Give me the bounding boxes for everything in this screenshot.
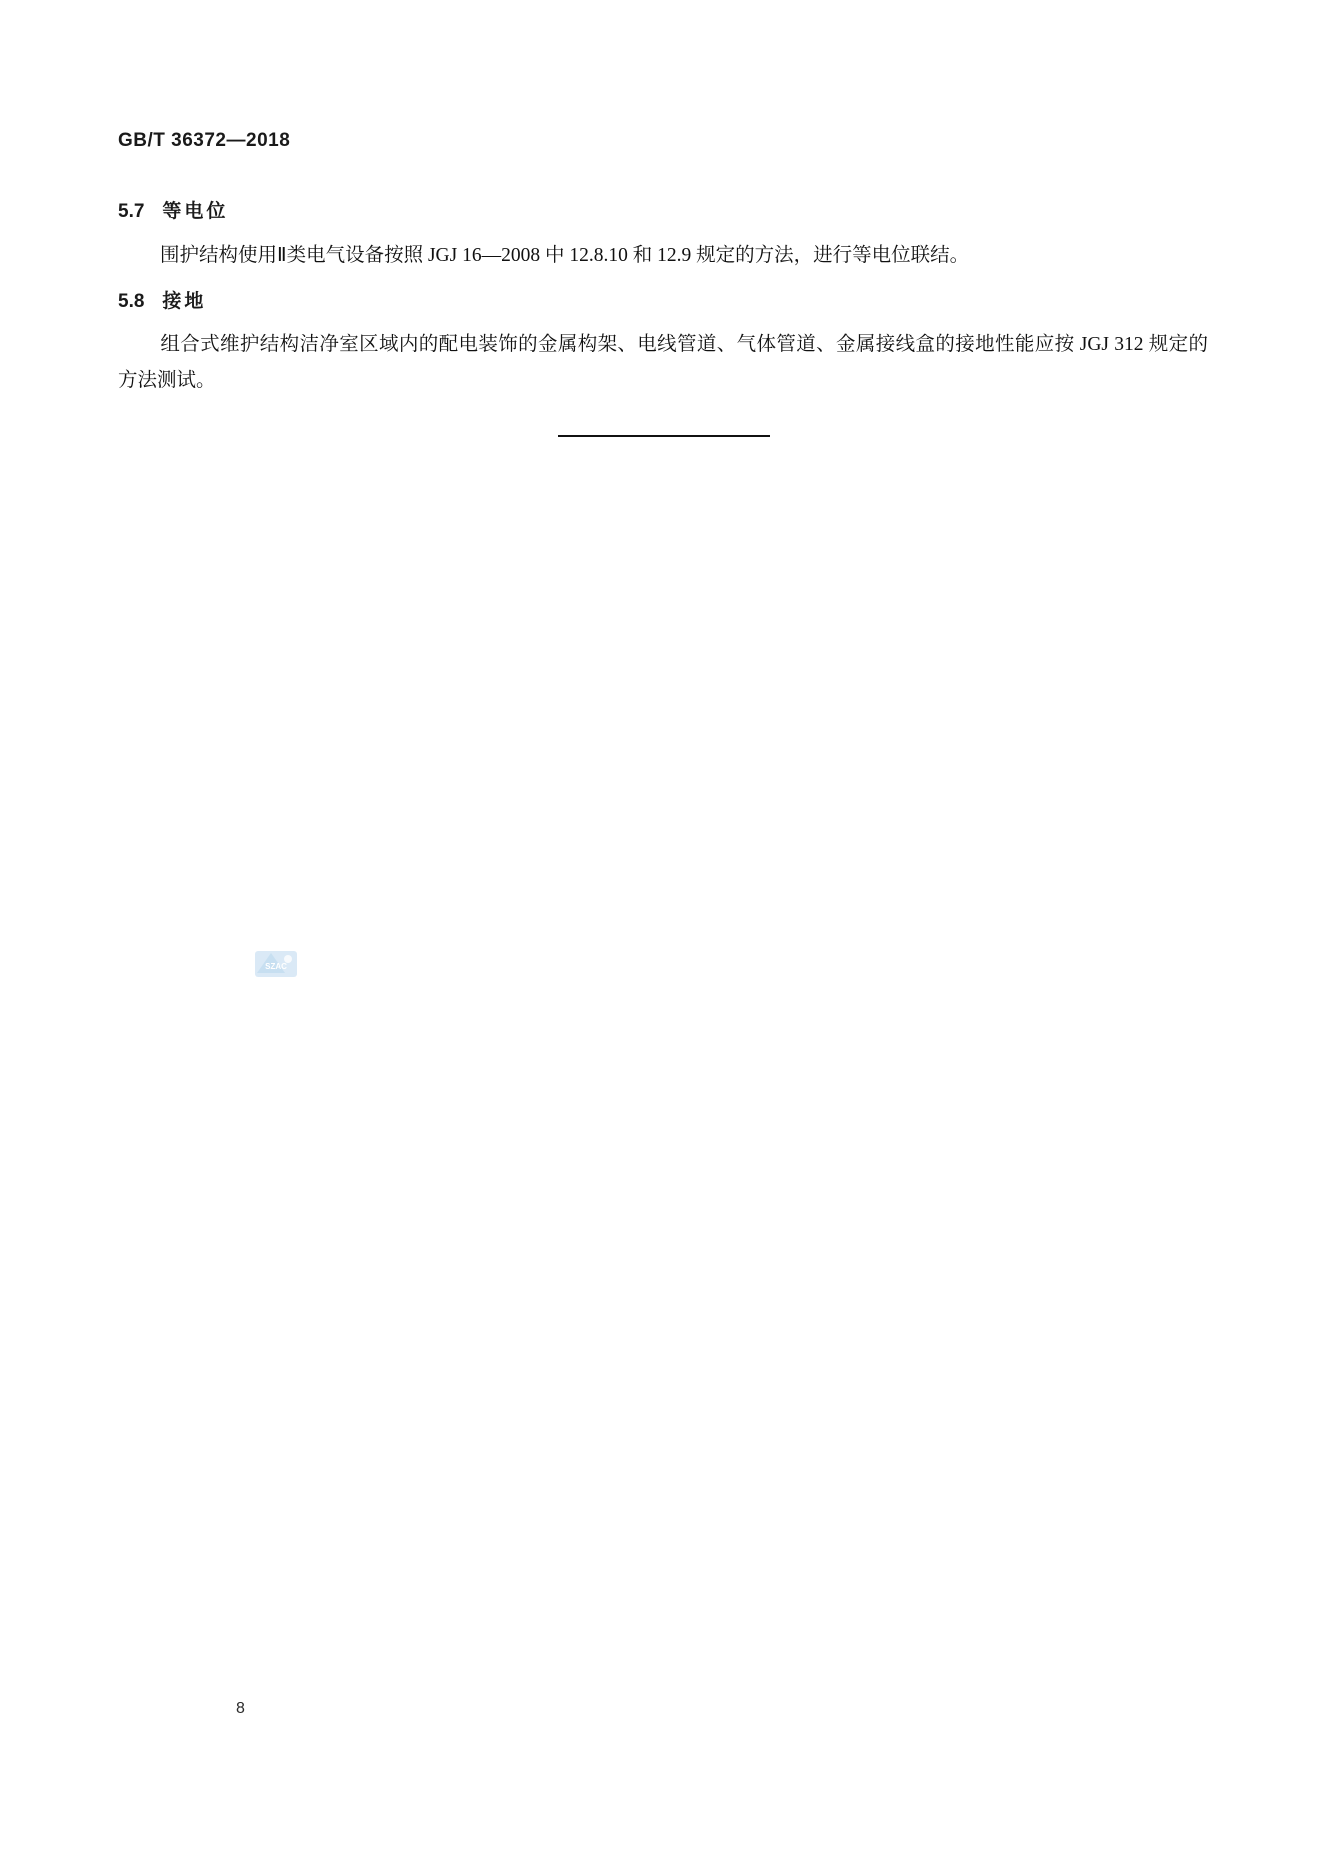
page-number: 8 [236,1700,245,1717]
paragraph-text-5-7: 围护结构使用Ⅱ类电气设备按照 JGJ 16—2008 中 12.8.10 和 12.9 规定的方法，进行等电位联结。 [160,245,970,266]
section-heading-5-7 [118,196,228,223]
section-title-5-7: 等电位 [162,201,229,222]
section-number-5-7: 5.7 [118,201,145,222]
section-title-5-8: 接地 [162,291,207,312]
section-number-5-8: 5.8 [118,291,145,312]
section-paragraph-5-7 [118,238,1208,274]
section-heading-5-8 [118,286,206,313]
paragraph-text-5-8: 组合式维护结构洁净室区域内的配电装饰的金属构架、电线管道、气体管道、金属接线盒的接地性能应按 JGJ 312 规定的方法测试。 [118,334,1208,391]
szac-watermark-logo [255,947,297,981]
section-end-rule [558,435,770,437]
section-paragraph-5-8 [118,327,1208,399]
svg-text:SZAC: SZAC [265,962,287,971]
page-content [118,0,1208,1871]
standard-code-header: GB/T 36372—2018 [118,130,291,151]
